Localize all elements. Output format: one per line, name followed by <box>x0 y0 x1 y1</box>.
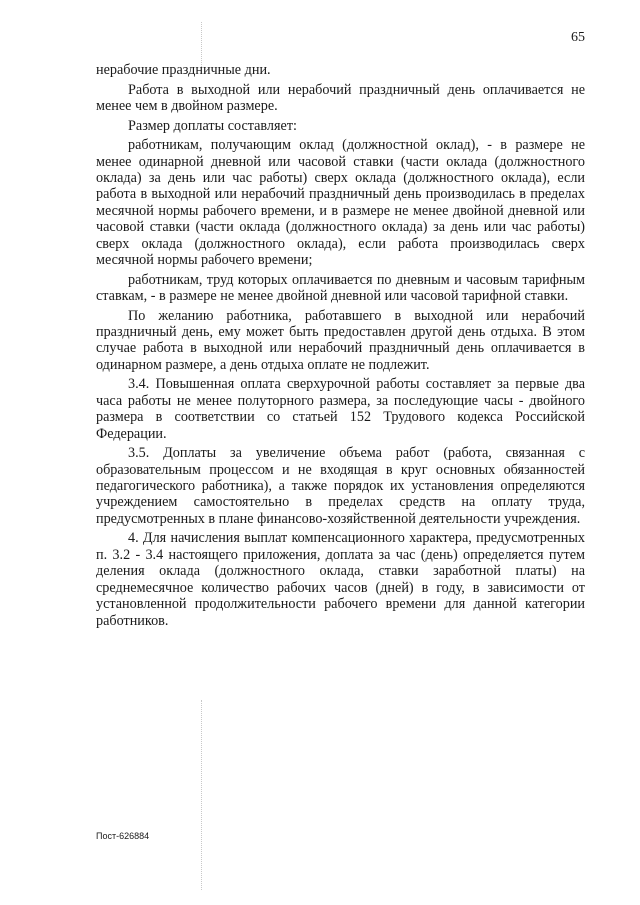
fold-mark-top <box>201 22 202 67</box>
fold-mark-bottom <box>201 700 202 890</box>
paragraph-surcharge-intro: Размер доплаты составляет: <box>128 117 297 134</box>
paragraph-day-off: По желанию работника, работавшего в выходной или нерабочий праздничный день, ему может быть предоставлен другой день отдыха. В этом случае работа в выходной или нерабочий праздничный день оплачивается в одинарном размере, а день отдыха оплате не подлежит. <box>96 307 585 373</box>
paragraph-double-pay: Работа в выходной или нерабочий праздничный день оплачивается не менее чем в двойном размере. <box>96 81 585 114</box>
page-number: 65 <box>571 30 585 45</box>
paragraph-section-3-4: 3.4. Повышенная оплата сверхурочной работы составляет за первые два часа работы не менее полуторного размера, за последующие часы - двойного размера в соответствии со статьей 152 Трудового кодекса Российской Федерации. <box>96 376 585 442</box>
document-body <box>96 62 585 632</box>
footer-document-code: Пост-626884 <box>96 831 150 841</box>
paragraph-section-3-5: 3.5. Доплаты за увеличение объема работ (работа, связанная с образовательным процессом и не входящая в круг основных обязанностей педагогического работника), а также порядок их установления определяются учреждением самостоятельно в пределах средств на оплату труда, предусмотренных в плане финансово-хозяйственной деятельности учреждения. <box>96 445 585 527</box>
paragraph-salaried-workers: работникам, получающим оклад (должностной оклад), - в размере не менее одинарной дневной или часовой ставки (части оклада (должностного оклада) за день или час работы) сверх оклада (должностного оклада), если работа в выходной или нерабочий праздничный день производилась в пределах месячной нормы рабочего времени, и в размере не менее двойной дневной или часовой ставки (части оклада (должностного оклада) за день или час работы) сверх оклада (должностного оклада), если работа производилась сверх месячной нормы рабочего времени; <box>96 137 585 269</box>
paragraph-continuation: нерабочие праздничные дни. <box>96 62 271 78</box>
paragraph-hourly-workers: работникам, труд которых оплачивается по дневным и часовым тарифным ставкам, - в размере не менее двойной дневной или часовой тарифной ставки. <box>96 271 585 305</box>
paragraph-section-4: 4. Для начисления выплат компенсационного характера, предусмотренных п. 3.2 - 3.4 настоящего приложения, доплата за час (день) определяется путем деления оклада (должностного оклада, ставки заработной платы) на среднемесячное количество рабочих часов (дней) в году, в зависимости от установленной продолжительности рабочего времени для данной категории работников. <box>96 530 585 629</box>
